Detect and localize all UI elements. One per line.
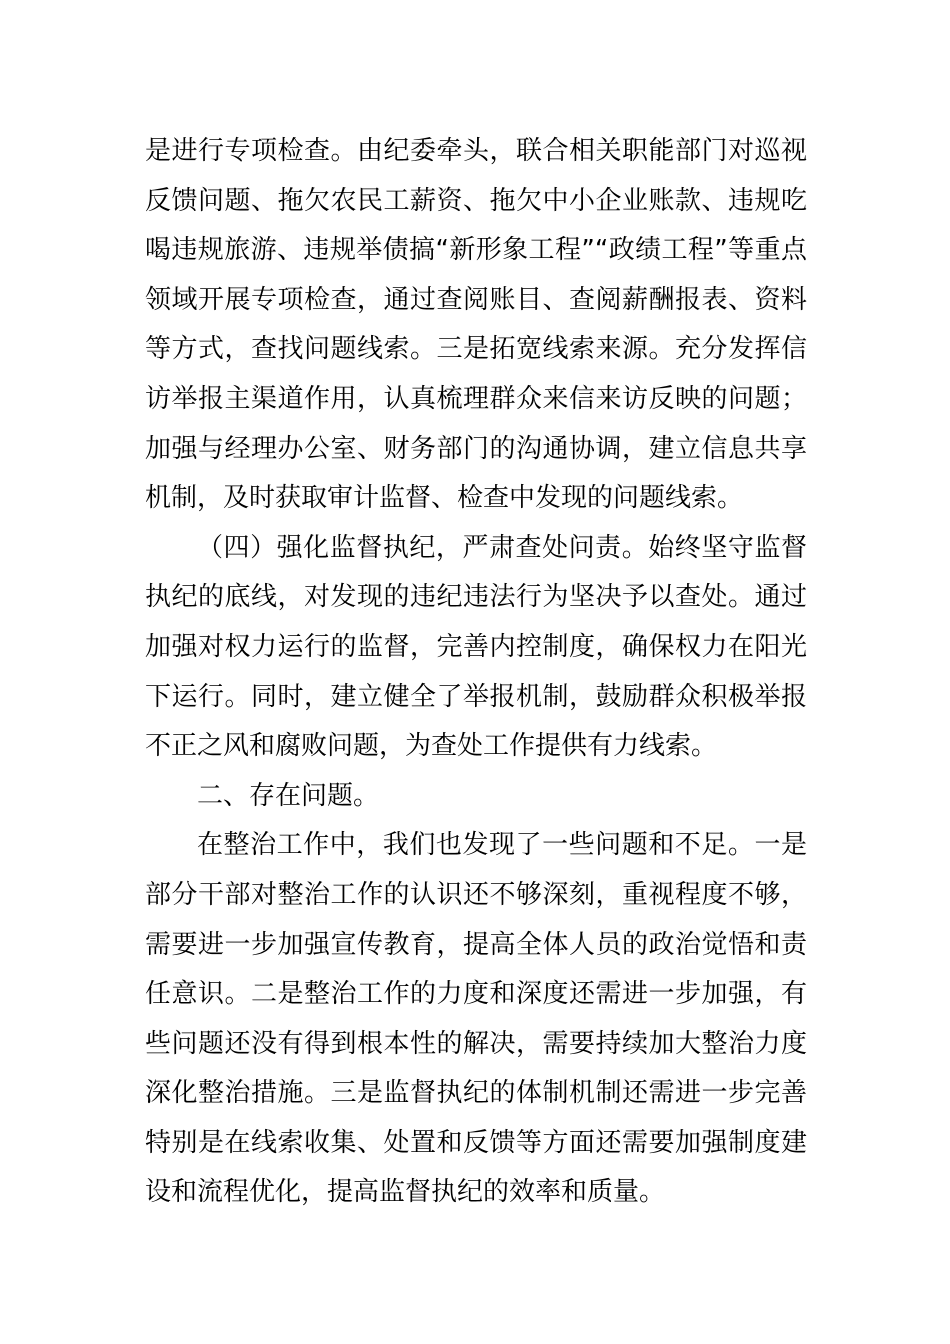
document-body bbox=[145, 127, 807, 1218]
paragraph-1: 是进行专项检查。由纪委牵头，联合相关职能部门对巡视反馈问题、拖欠农民工薪资、拖欠中小企业账款、违规吃喝违规旅游、违规举债搞“新形象工程”“政绩工程”等重点领域开展专项检查，通过查阅账目、查阅薪酬报表、资料等方式，查找问题线索。三是拓宽线索来源。充分发挥信访举报主渠道作用，认真梳理群众来信来访反映的问题；加强与经理办公室、财务部门的沟通协调，建立信息共享机制，及时获取审计监督、检查中发现的问题线索。 bbox=[145, 136, 807, 514]
section-heading: 二、存在问题。 bbox=[197, 780, 380, 811]
paragraph-3: 在整治工作中，我们也发现了一些问题和不足。一是部分干部对整治工作的认识还不够深刻，重视程度不够，需要进一步加强宣传教育，提高全体人员的政治觉悟和责任意识。二是整治工作的力度和深度还需进一步加强，有些问题还没有得到根本性的解决，需要持续加大整治力度深化整治措施。三是监督执纪的体制机制还需进一步完善特别是在线索收集、处置和反馈等方面还需要加强制度建设和流程优化，提高监督执纪的效率和质量。 bbox=[145, 830, 807, 1208]
paragraph-2: （四）强化监督执纪，严肃查处问责。始终坚守监督执纪的底线，对发现的违纪违法行为坚决予以查处。通过加强对权力运行的监督，完善内控制度，确保权力在阳光下运行。同时，建立健全了举报机制，鼓励群众积极举报不正之风和腐败问题，为查处工作提供有力线索。 bbox=[145, 532, 807, 762]
